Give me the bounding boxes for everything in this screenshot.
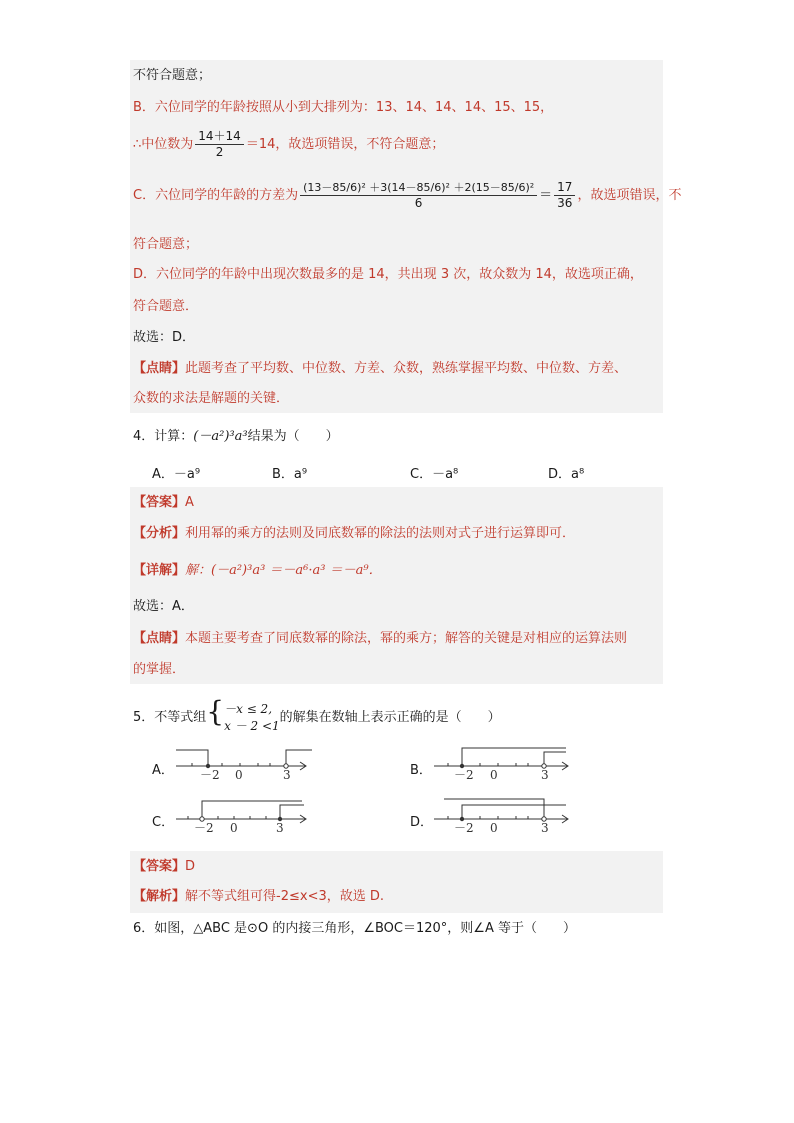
comment-line xyxy=(133,630,627,648)
number-line-c xyxy=(172,795,314,837)
tick-label: －2 xyxy=(200,768,220,782)
variance-fraction xyxy=(300,180,537,211)
text-line: 众数的求法是解题的关键． xyxy=(133,391,290,406)
option-c: C．－a⁸ xyxy=(410,467,459,482)
comment-text: 本题主要考查了同底数幂的除法，幂的乘方；解答的关键是对相应的运算法则 xyxy=(185,631,628,646)
text-line: 的掌握． xyxy=(133,662,186,677)
median-line xyxy=(133,128,444,162)
final-choice: 故选：D． xyxy=(133,330,196,345)
tick-label: －2 xyxy=(454,768,474,782)
answer-line xyxy=(133,494,194,512)
number-line-d xyxy=(430,795,575,837)
answer-tag: 【答案】 xyxy=(133,495,186,510)
variance-prefix: C．六位同学的年龄的方差为 xyxy=(133,188,299,203)
detail-tag: 【详解】 xyxy=(133,563,186,578)
fraction-denominator: 6 xyxy=(414,196,423,210)
option-d-label: D． xyxy=(410,815,434,830)
number-line-a xyxy=(172,742,314,784)
option-d-explanation: D．六位同学的年龄中出现次数最多的是 14，共出现 3 次，故众数为 14，故选项正确， xyxy=(133,267,643,282)
question-4-stem xyxy=(133,426,339,448)
analysis-suffix: ，故选 D. xyxy=(326,889,385,904)
analysis-text: 解不等式组可得 xyxy=(185,889,277,904)
comment-text: 此题考查了平均数、中位数、方差、众数，熟练掌握平均数、中位数、方差、 xyxy=(185,361,628,376)
comment-tag: 【点睛】 xyxy=(133,631,186,646)
median-prefix: ∴中位数为 xyxy=(133,137,194,152)
brace-icon: { xyxy=(206,695,225,728)
question-number: 5．不等式组 xyxy=(133,710,207,725)
fraction-denominator: 36 xyxy=(557,196,573,210)
option-a: A．－a⁹ xyxy=(152,467,201,482)
text-line: 符合题意． xyxy=(133,299,199,314)
fraction-numerator: 17 xyxy=(554,180,575,196)
inequality-1: －x ≤ 2, xyxy=(224,701,273,716)
tick-label: 0 xyxy=(230,821,238,835)
answer-value: A xyxy=(185,495,194,510)
solution-panel-q4 xyxy=(130,487,663,684)
analysis-tag: 【解析】 xyxy=(133,889,186,904)
comment-tag: 【点睛】 xyxy=(133,361,186,376)
analysis-line xyxy=(133,525,575,543)
variance-result xyxy=(554,180,575,211)
question-6-stem: 6．如图，△ABC 是⊙O 的内接三角形，∠BOC＝120°，则∠A 等于（ ） xyxy=(133,921,576,936)
option-b-explanation: B．六位同学的年龄按照从小到大排列为：13、14、14、14、15、15， xyxy=(133,100,554,115)
option-a-label: A． xyxy=(152,763,174,778)
fraction-numerator: 14＋14 xyxy=(195,129,244,145)
tick-label: 0 xyxy=(490,821,498,835)
answer-tag: 【答案】 xyxy=(133,859,186,874)
tick-label: 3 xyxy=(541,821,549,835)
question-expression: (－a²)³a³ xyxy=(193,429,248,444)
question-suffix: 的解集在数轴上表示正确的是（ ） xyxy=(279,710,501,725)
question-number: 4．计算： xyxy=(133,429,194,444)
option-d: D．a⁸ xyxy=(548,467,585,482)
question-5-stem xyxy=(133,695,501,736)
detail-line xyxy=(133,560,382,582)
inequality-system xyxy=(224,701,280,735)
analysis-range: -2≤x<3 xyxy=(276,889,327,904)
number-line-b xyxy=(430,742,575,784)
option-b: B．a⁹ xyxy=(272,467,308,482)
tick-label: 0 xyxy=(490,768,498,782)
tick-label: 3 xyxy=(276,821,284,835)
tick-label: 0 xyxy=(235,768,243,782)
answer-value: D xyxy=(185,859,196,874)
tick-label: －2 xyxy=(194,821,214,835)
variance-line xyxy=(133,174,681,218)
question-suffix: 结果为（ ） xyxy=(247,429,339,444)
fraction-numerator: (13－85/6)² ＋3(14－85/6)² ＋2(15－85/6)² xyxy=(300,180,537,196)
analysis-line xyxy=(133,888,384,906)
tick-label: －2 xyxy=(454,821,474,835)
answer-line xyxy=(133,858,195,876)
detail-text: 解：(－a²)³a³ ＝－a⁶·a³ ＝－a⁹． xyxy=(185,563,382,578)
fraction-denominator: 2 xyxy=(215,145,224,159)
inequality-2: x － 2 <1 xyxy=(224,718,280,733)
option-b-label: B． xyxy=(410,763,432,778)
variance-suffix: ，故选项错误，不 xyxy=(577,188,682,203)
tick-label: 3 xyxy=(283,768,291,782)
median-fraction xyxy=(195,129,244,160)
analysis-tag: 【分析】 xyxy=(133,526,186,541)
equals-sign: ＝ xyxy=(539,188,553,203)
final-choice: 故选：A． xyxy=(133,599,194,614)
comment-line xyxy=(133,360,627,378)
tick-label: 3 xyxy=(541,768,549,782)
text-line: 符合题意； xyxy=(133,237,199,252)
analysis-text: 利用幂的乘方的法则及同底数幂的除法的法则对式子进行运算即可． xyxy=(185,526,576,541)
median-suffix: ＝14，故选项错误，不符合题意； xyxy=(245,137,445,152)
option-c-label: C． xyxy=(152,815,175,830)
text-line: 不符合题意； xyxy=(133,68,212,83)
